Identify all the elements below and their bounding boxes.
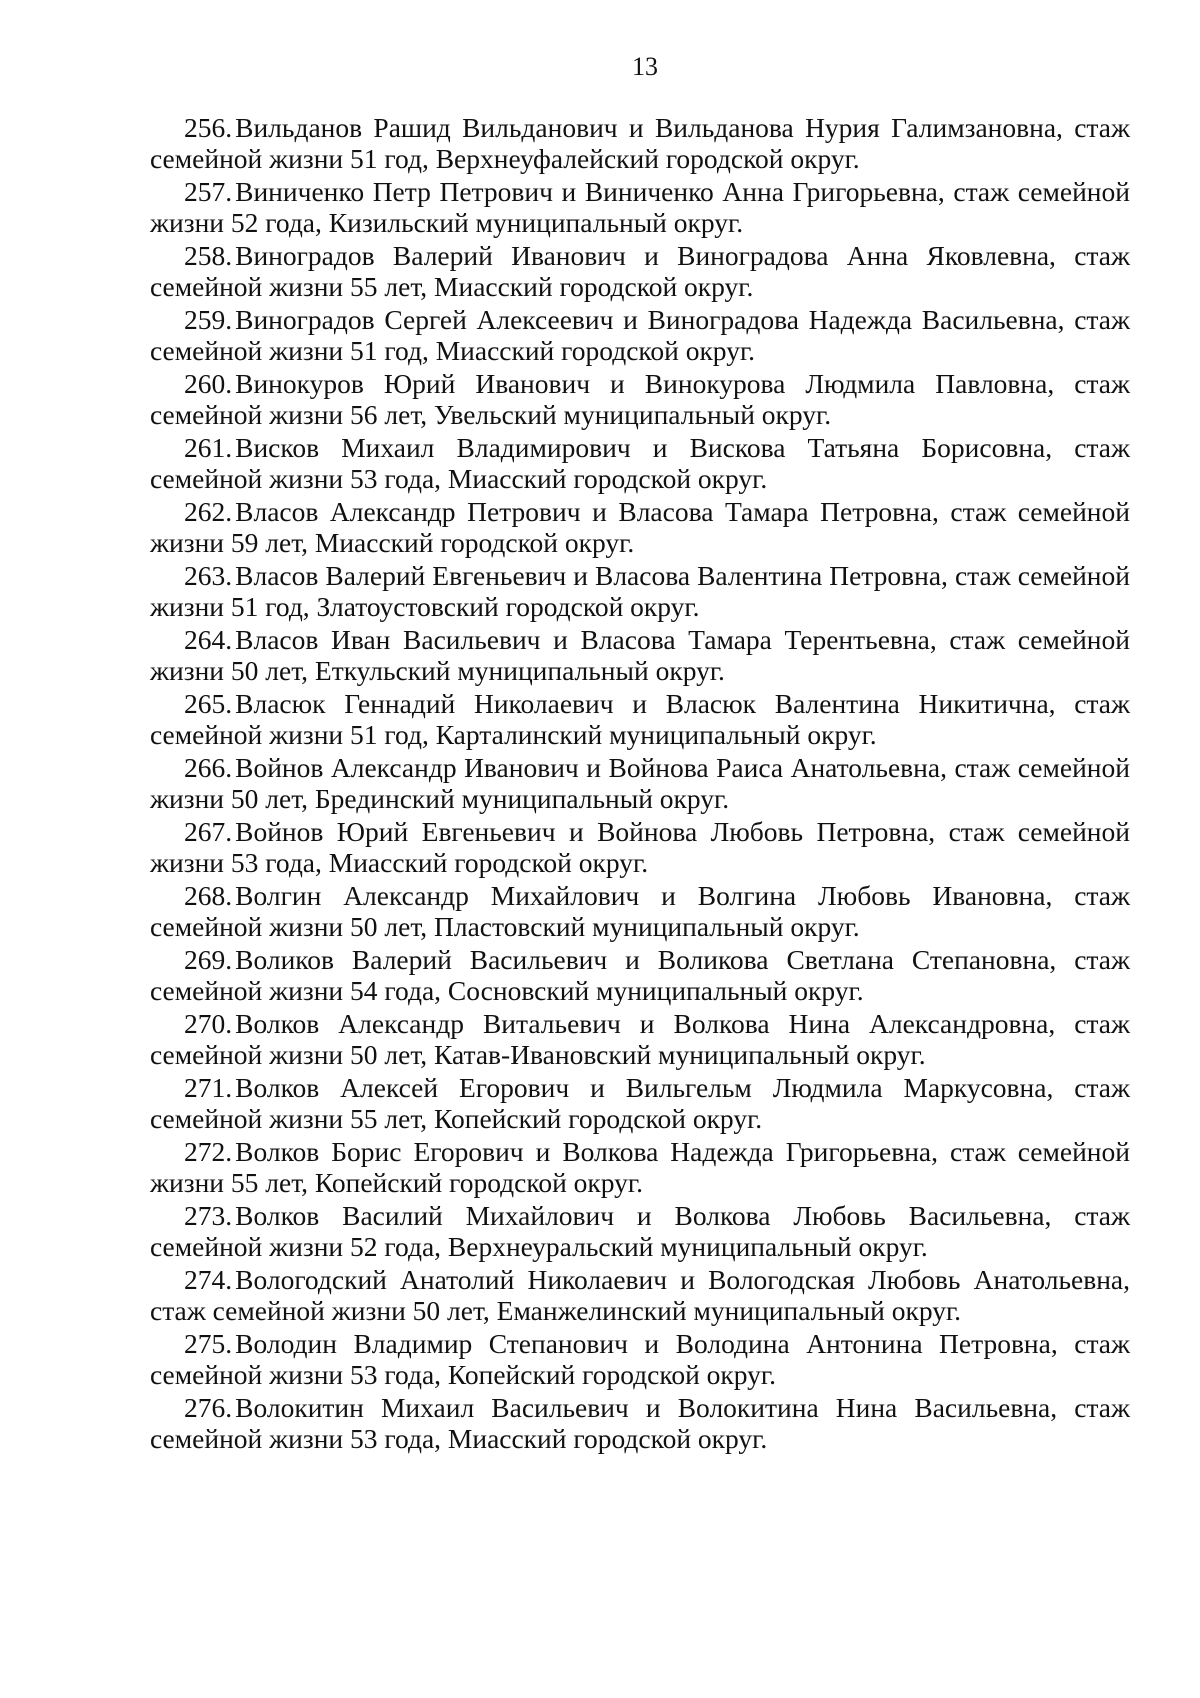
entry-number: 261. — [184, 432, 233, 463]
entry-text: Воликов Валерий Васильевич и Воликова Светлана Степановна, стаж семейной жизни 54 года, Сосновский муниципальный округ. — [150, 944, 1130, 1006]
entry-text: Волков Александр Витальевич и Волкова Нина Александровна, стаж семейной жизни 50 лет, Катав-Ивановский муниципальный округ. — [150, 1008, 1130, 1070]
list-item — [150, 1136, 1130, 1198]
entry-number: 276. — [184, 1392, 233, 1423]
list-item — [150, 688, 1130, 750]
page-number: 13 — [632, 52, 658, 81]
entry-number: 256. — [184, 112, 233, 143]
entry-number: 265. — [184, 688, 233, 719]
entry-number: 260. — [184, 368, 233, 399]
entry-text: Войнов Александр Иванович и Войнова Раиса Анатольевна, стаж семейной жизни 50 лет, Брединский муниципальный округ. — [150, 752, 1130, 814]
entry-text: Волокитин Михаил Васильевич и Волокитина Нина Васильевна, стаж семейной жизни 53 года, Миасский городской округ. — [150, 1392, 1130, 1454]
list-item — [150, 1264, 1130, 1326]
entry-text: Вологодский Анатолий Николаевич и Вологодская Любовь Анатольевна, стаж семейной жизни 50 лет, Еманжелинский муниципальный округ. — [150, 1264, 1130, 1326]
list-item — [150, 432, 1130, 494]
list-item — [150, 1200, 1130, 1262]
list-item — [150, 496, 1130, 558]
entry-number: 263. — [184, 560, 233, 591]
list-item — [150, 944, 1130, 1006]
entry-text: Власов Иван Васильевич и Власова Тамара Терентьевна, стаж семейной жизни 50 лет, Еткульский муниципальный округ. — [150, 624, 1130, 686]
entry-number: 257. — [184, 176, 233, 207]
entry-text: Винокуров Юрий Иванович и Винокурова Людмила Павловна, стаж семейной жизни 56 лет, Увельский муниципальный округ. — [150, 368, 1130, 430]
entry-number: 258. — [184, 240, 233, 271]
entry-text: Волков Алексей Егорович и Вильгельм Людмила Маркусовна, стаж семейной жизни 55 лет, Копейский городской округ. — [150, 1072, 1130, 1134]
entry-number: 268. — [184, 880, 233, 911]
list-item — [150, 560, 1130, 622]
entry-text: Виниченко Петр Петрович и Виниченко Анна Григорьевна, стаж семейной жизни 52 года, Кизильский муниципальный округ. — [150, 176, 1130, 238]
list-item — [150, 112, 1130, 174]
entry-text: Виноградов Валерий Иванович и Виноградова Анна Яковлевна, стаж семейной жизни 55 лет, Миасский городской округ. — [150, 240, 1130, 302]
entry-number: 273. — [184, 1200, 233, 1231]
list-item — [150, 752, 1130, 814]
entry-text: Вильданов Рашид Вильданович и Вильданова Нурия Галимзановна, стаж семейной жизни 51 год, Верхнеуфалейский городской округ. — [150, 112, 1130, 174]
list-item — [150, 816, 1130, 878]
list-item — [150, 304, 1130, 366]
entry-number: 262. — [184, 496, 233, 527]
entry-text: Волгин Александр Михайлович и Волгина Любовь Ивановна, стаж семейной жизни 50 лет, Пластовский муниципальный округ. — [150, 880, 1130, 942]
entry-number: 269. — [184, 944, 233, 975]
entry-text: Володин Владимир Степанович и Володина Антонина Петровна, стаж семейной жизни 53 года, Копейский городской округ. — [150, 1328, 1130, 1390]
list-item — [150, 1392, 1130, 1454]
list-item — [150, 880, 1130, 942]
entry-number: 275. — [184, 1328, 233, 1359]
entry-number: 270. — [184, 1008, 233, 1039]
list-item — [150, 1008, 1130, 1070]
list-item — [150, 240, 1130, 302]
entry-text: Власюк Геннадий Николаевич и Власюк Валентина Никитична, стаж семейной жизни 51 год, Карталинский муниципальный округ. — [150, 688, 1130, 750]
list-item — [150, 1328, 1130, 1390]
list-item — [150, 176, 1130, 238]
entry-number: 271. — [184, 1072, 233, 1103]
entry-number: 272. — [184, 1136, 233, 1167]
list-item — [150, 1072, 1130, 1134]
entry-text: Войнов Юрий Евгеньевич и Войнова Любовь Петровна, стаж семейной жизни 53 года, Миасский городской округ. — [150, 816, 1130, 878]
list-item — [150, 624, 1130, 686]
entry-number: 274. — [184, 1264, 233, 1295]
entry-text: Висков Михаил Владимирович и Вискова Татьяна Борисовна, стаж семейной жизни 53 года, Миасский городской округ. — [150, 432, 1130, 494]
entry-number: 259. — [184, 304, 233, 335]
entry-text: Власов Александр Петрович и Власова Тамара Петровна, стаж семейной жизни 59 лет, Миасский городской округ. — [150, 496, 1130, 558]
entries-list — [150, 112, 1130, 1456]
entry-number: 267. — [184, 816, 233, 847]
entry-text: Власов Валерий Евгеньевич и Власова Валентина Петровна, стаж семейной жизни 51 год, Златоустовский городской округ. — [150, 560, 1130, 622]
entry-number: 264. — [184, 624, 233, 655]
entry-text: Волков Борис Егорович и Волкова Надежда Григорьевна, стаж семейной жизни 55 лет, Копейский городской округ. — [150, 1136, 1130, 1198]
entry-text: Волков Василий Михайлович и Волкова Любовь Васильевна, стаж семейной жизни 52 года, Верхнеуральский муниципальный округ. — [150, 1200, 1130, 1262]
list-item — [150, 368, 1130, 430]
entry-number: 266. — [184, 752, 233, 783]
entry-text: Виноградов Сергей Алексеевич и Виноградова Надежда Васильевна, стаж семейной жизни 51 год, Миасский городской округ. — [150, 304, 1130, 366]
